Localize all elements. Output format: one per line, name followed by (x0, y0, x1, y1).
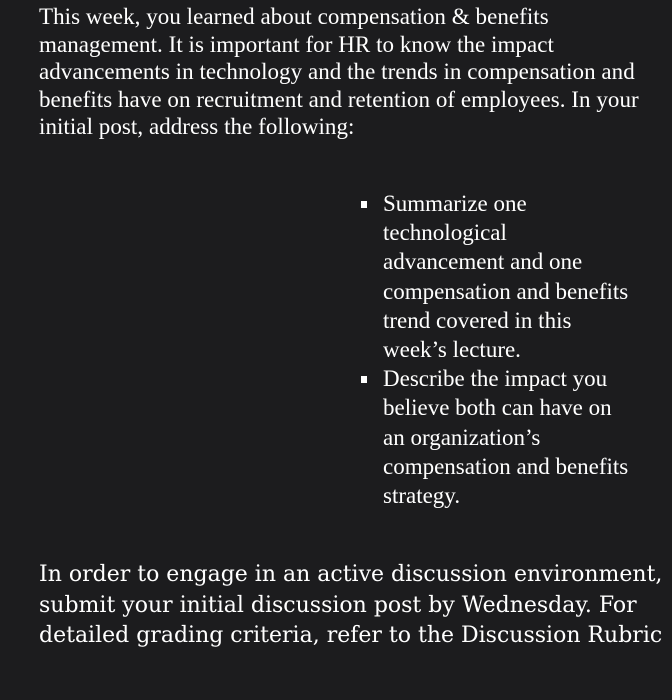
square-bullet-icon (361, 376, 367, 383)
list-item-text: Describe the impact you believe both can have on an organization’s compensation and benefits strategy. (383, 366, 629, 509)
closing-paragraph: In order to engage in an active discussion environment, submit your initial discussion post by Wednesday. For detailed grading criteria, refer to the Discussion Rubric (39, 562, 663, 648)
list-item (383, 189, 633, 364)
requirements-list (383, 189, 633, 510)
list-item (383, 364, 633, 510)
list-item-text: Summarize one technological advancement and one compensation and benefits trend covered in this week’s lecture. (383, 191, 629, 363)
square-bullet-icon (361, 201, 367, 208)
intro-paragraph: This week, you learned about compensation & benefits management. It is important for HR to know the impact advancements in technology and the trends in compensation and benefits have on recruitment and retention of employees. In your initial post, address the following: (39, 4, 639, 140)
